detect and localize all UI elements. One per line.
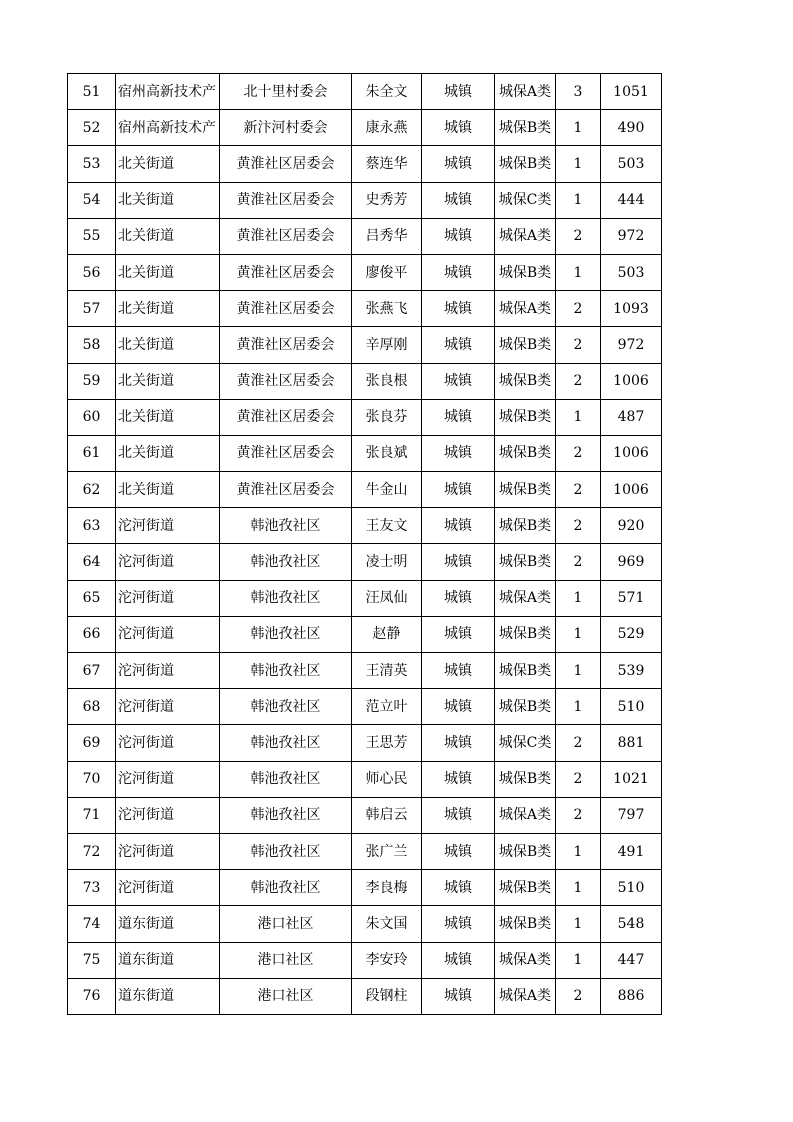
area-type-cell: 城镇 <box>422 110 495 146</box>
community-cell: 韩池孜社区 <box>220 833 352 869</box>
row-number-cell: 59 <box>68 363 116 399</box>
household-size-cell: 2 <box>556 472 601 508</box>
table-row <box>68 399 662 435</box>
insurance-category-cell: 城保B类 <box>495 761 556 797</box>
household-size-cell: 2 <box>556 761 601 797</box>
household-size-cell: 2 <box>556 218 601 254</box>
row-number-cell: 61 <box>68 435 116 471</box>
area-type-cell: 城镇 <box>422 399 495 435</box>
name-cell: 史秀芳 <box>352 182 422 218</box>
row-number-cell: 67 <box>68 653 116 689</box>
amount-cell: 503 <box>601 146 662 182</box>
household-size-cell: 2 <box>556 544 601 580</box>
street-cell: 宿州高新技术产 <box>116 110 220 146</box>
insurance-category-cell: 城保B类 <box>495 110 556 146</box>
row-number-cell: 63 <box>68 508 116 544</box>
amount-cell: 972 <box>601 218 662 254</box>
table-row <box>68 870 662 906</box>
amount-cell: 487 <box>601 399 662 435</box>
table-row <box>68 906 662 942</box>
household-size-cell: 1 <box>556 833 601 869</box>
community-cell: 韩池孜社区 <box>220 761 352 797</box>
table-row <box>68 74 662 110</box>
name-cell: 朱文国 <box>352 906 422 942</box>
insurance-category-cell: 城保A类 <box>495 291 556 327</box>
street-cell: 沱河街道 <box>116 616 220 652</box>
community-cell: 黄淮社区居委会 <box>220 472 352 508</box>
insurance-category-cell: 城保B类 <box>495 653 556 689</box>
street-cell: 北关街道 <box>116 435 220 471</box>
amount-cell: 539 <box>601 653 662 689</box>
area-type-cell: 城镇 <box>422 291 495 327</box>
row-number-cell: 75 <box>68 942 116 978</box>
street-cell: 北关街道 <box>116 146 220 182</box>
insurance-category-cell: 城保B类 <box>495 435 556 471</box>
name-cell: 康永燕 <box>352 110 422 146</box>
row-number-cell: 65 <box>68 580 116 616</box>
community-cell: 港口社区 <box>220 942 352 978</box>
amount-cell: 969 <box>601 544 662 580</box>
community-cell: 韩池孜社区 <box>220 725 352 761</box>
amount-cell: 1006 <box>601 435 662 471</box>
area-type-cell: 城镇 <box>422 146 495 182</box>
community-cell: 韩池孜社区 <box>220 870 352 906</box>
community-cell: 黄淮社区居委会 <box>220 363 352 399</box>
name-cell: 段钢柱 <box>352 978 422 1014</box>
table-row <box>68 580 662 616</box>
insurance-category-cell: 城保A类 <box>495 942 556 978</box>
amount-cell: 972 <box>601 327 662 363</box>
row-number-cell: 64 <box>68 544 116 580</box>
table-row <box>68 833 662 869</box>
area-type-cell: 城镇 <box>422 797 495 833</box>
street-cell: 宿州高新技术产 <box>116 74 220 110</box>
name-cell: 廖俊平 <box>352 254 422 290</box>
street-cell: 沱河街道 <box>116 544 220 580</box>
row-number-cell: 66 <box>68 616 116 652</box>
amount-cell: 920 <box>601 508 662 544</box>
household-size-cell: 2 <box>556 291 601 327</box>
table-row <box>68 653 662 689</box>
table-row <box>68 110 662 146</box>
insurance-category-cell: 城保A类 <box>495 978 556 1014</box>
street-cell: 北关街道 <box>116 363 220 399</box>
street-cell: 沱河街道 <box>116 833 220 869</box>
amount-cell: 510 <box>601 870 662 906</box>
row-number-cell: 58 <box>68 327 116 363</box>
name-cell: 师心民 <box>352 761 422 797</box>
household-size-cell: 1 <box>556 616 601 652</box>
household-size-cell: 1 <box>556 870 601 906</box>
area-type-cell: 城镇 <box>422 218 495 254</box>
household-size-cell: 1 <box>556 906 601 942</box>
name-cell: 张良斌 <box>352 435 422 471</box>
table-body <box>68 74 662 1015</box>
table-row <box>68 942 662 978</box>
name-cell: 朱全文 <box>352 74 422 110</box>
street-cell: 北关街道 <box>116 472 220 508</box>
street-cell: 沱河街道 <box>116 689 220 725</box>
insurance-category-cell: 城保B类 <box>495 544 556 580</box>
insurance-category-cell: 城保B类 <box>495 689 556 725</box>
area-type-cell: 城镇 <box>422 472 495 508</box>
insurance-category-cell: 城保A类 <box>495 797 556 833</box>
community-cell: 黄淮社区居委会 <box>220 146 352 182</box>
row-number-cell: 55 <box>68 218 116 254</box>
name-cell: 凌士明 <box>352 544 422 580</box>
insurance-category-cell: 城保B类 <box>495 616 556 652</box>
area-type-cell: 城镇 <box>422 508 495 544</box>
table-row <box>68 363 662 399</box>
table-row <box>68 689 662 725</box>
row-number-cell: 53 <box>68 146 116 182</box>
household-size-cell: 1 <box>556 689 601 725</box>
name-cell: 李良梅 <box>352 870 422 906</box>
amount-cell: 1051 <box>601 74 662 110</box>
community-cell: 港口社区 <box>220 906 352 942</box>
amount-cell: 491 <box>601 833 662 869</box>
insurance-category-cell: 城保B类 <box>495 870 556 906</box>
street-cell: 沱河街道 <box>116 761 220 797</box>
row-number-cell: 74 <box>68 906 116 942</box>
amount-cell: 503 <box>601 254 662 290</box>
household-size-cell: 1 <box>556 254 601 290</box>
area-type-cell: 城镇 <box>422 580 495 616</box>
row-number-cell: 57 <box>68 291 116 327</box>
table-row <box>68 508 662 544</box>
name-cell: 赵静 <box>352 616 422 652</box>
area-type-cell: 城镇 <box>422 254 495 290</box>
table-row <box>68 761 662 797</box>
name-cell: 吕秀华 <box>352 218 422 254</box>
community-cell: 黄淮社区居委会 <box>220 327 352 363</box>
community-cell: 韩池孜社区 <box>220 616 352 652</box>
street-cell: 沱河街道 <box>116 580 220 616</box>
street-cell: 北关街道 <box>116 218 220 254</box>
area-type-cell: 城镇 <box>422 978 495 1014</box>
area-type-cell: 城镇 <box>422 544 495 580</box>
amount-cell: 444 <box>601 182 662 218</box>
table-row <box>68 291 662 327</box>
household-size-cell: 2 <box>556 363 601 399</box>
area-type-cell: 城镇 <box>422 435 495 471</box>
insurance-category-cell: 城保B类 <box>495 254 556 290</box>
insurance-category-cell: 城保B类 <box>495 146 556 182</box>
household-size-cell: 3 <box>556 74 601 110</box>
row-number-cell: 51 <box>68 74 116 110</box>
insurance-category-cell: 城保C类 <box>495 182 556 218</box>
row-number-cell: 52 <box>68 110 116 146</box>
street-cell: 北关街道 <box>116 182 220 218</box>
household-size-cell: 2 <box>556 435 601 471</box>
name-cell: 张良芬 <box>352 399 422 435</box>
area-type-cell: 城镇 <box>422 833 495 869</box>
row-number-cell: 72 <box>68 833 116 869</box>
community-cell: 黄淮社区居委会 <box>220 399 352 435</box>
insurance-category-cell: 城保B类 <box>495 906 556 942</box>
name-cell: 韩启云 <box>352 797 422 833</box>
community-cell: 韩池孜社区 <box>220 508 352 544</box>
insurance-category-cell: 城保B类 <box>495 833 556 869</box>
area-type-cell: 城镇 <box>422 653 495 689</box>
table-row <box>68 182 662 218</box>
area-type-cell: 城镇 <box>422 761 495 797</box>
street-cell: 北关街道 <box>116 399 220 435</box>
household-size-cell: 1 <box>556 146 601 182</box>
street-cell: 沱河街道 <box>116 797 220 833</box>
amount-cell: 1093 <box>601 291 662 327</box>
household-size-cell: 1 <box>556 653 601 689</box>
community-cell: 黄淮社区居委会 <box>220 218 352 254</box>
amount-cell: 447 <box>601 942 662 978</box>
name-cell: 王思芳 <box>352 725 422 761</box>
name-cell: 汪凤仙 <box>352 580 422 616</box>
insurance-category-cell: 城保B类 <box>495 508 556 544</box>
amount-cell: 510 <box>601 689 662 725</box>
table-row <box>68 725 662 761</box>
street-cell: 沱河街道 <box>116 725 220 761</box>
insurance-category-cell: 城保A类 <box>495 218 556 254</box>
street-cell: 沱河街道 <box>116 653 220 689</box>
row-number-cell: 68 <box>68 689 116 725</box>
street-cell: 沱河街道 <box>116 870 220 906</box>
insurance-category-cell: 城保A类 <box>495 580 556 616</box>
household-size-cell: 2 <box>556 978 601 1014</box>
community-cell: 黄淮社区居委会 <box>220 182 352 218</box>
row-number-cell: 70 <box>68 761 116 797</box>
insurance-category-cell: 城保C类 <box>495 725 556 761</box>
amount-cell: 548 <box>601 906 662 942</box>
table-row <box>68 435 662 471</box>
area-type-cell: 城镇 <box>422 74 495 110</box>
household-size-cell: 1 <box>556 942 601 978</box>
community-cell: 北十里村委会 <box>220 74 352 110</box>
household-size-cell: 2 <box>556 508 601 544</box>
row-number-cell: 76 <box>68 978 116 1014</box>
name-cell: 张广兰 <box>352 833 422 869</box>
area-type-cell: 城镇 <box>422 725 495 761</box>
household-size-cell: 2 <box>556 725 601 761</box>
name-cell: 张良根 <box>352 363 422 399</box>
row-number-cell: 60 <box>68 399 116 435</box>
amount-cell: 881 <box>601 725 662 761</box>
area-type-cell: 城镇 <box>422 182 495 218</box>
row-number-cell: 62 <box>68 472 116 508</box>
amount-cell: 886 <box>601 978 662 1014</box>
table-row <box>68 254 662 290</box>
community-cell: 韩池孜社区 <box>220 580 352 616</box>
name-cell: 范立叶 <box>352 689 422 725</box>
street-cell: 沱河街道 <box>116 508 220 544</box>
area-type-cell: 城镇 <box>422 327 495 363</box>
amount-cell: 1006 <box>601 363 662 399</box>
community-cell: 韩池孜社区 <box>220 653 352 689</box>
insurance-category-cell: 城保A类 <box>495 74 556 110</box>
area-type-cell: 城镇 <box>422 870 495 906</box>
name-cell: 张燕飞 <box>352 291 422 327</box>
street-cell: 北关街道 <box>116 254 220 290</box>
community-cell: 黄淮社区居委会 <box>220 435 352 471</box>
community-cell: 韩池孜社区 <box>220 797 352 833</box>
area-type-cell: 城镇 <box>422 616 495 652</box>
community-cell: 黄淮社区居委会 <box>220 254 352 290</box>
street-cell: 道东街道 <box>116 906 220 942</box>
amount-cell: 571 <box>601 580 662 616</box>
community-cell: 港口社区 <box>220 978 352 1014</box>
row-number-cell: 71 <box>68 797 116 833</box>
street-cell: 北关街道 <box>116 291 220 327</box>
amount-cell: 797 <box>601 797 662 833</box>
table-row <box>68 218 662 254</box>
area-type-cell: 城镇 <box>422 906 495 942</box>
insurance-category-cell: 城保B类 <box>495 363 556 399</box>
table-row <box>68 616 662 652</box>
community-cell: 黄淮社区居委会 <box>220 291 352 327</box>
table-row <box>68 978 662 1014</box>
name-cell: 蔡连华 <box>352 146 422 182</box>
household-size-cell: 1 <box>556 399 601 435</box>
amount-cell: 1021 <box>601 761 662 797</box>
insurance-category-cell: 城保B类 <box>495 399 556 435</box>
row-number-cell: 54 <box>68 182 116 218</box>
street-cell: 道东街道 <box>116 978 220 1014</box>
table-row <box>68 327 662 363</box>
street-cell: 北关街道 <box>116 327 220 363</box>
community-cell: 韩池孜社区 <box>220 544 352 580</box>
household-size-cell: 1 <box>556 182 601 218</box>
area-type-cell: 城镇 <box>422 689 495 725</box>
household-size-cell: 1 <box>556 110 601 146</box>
name-cell: 辛厚刚 <box>352 327 422 363</box>
data-table <box>67 73 662 1015</box>
household-size-cell: 2 <box>556 327 601 363</box>
amount-cell: 490 <box>601 110 662 146</box>
name-cell: 王清英 <box>352 653 422 689</box>
row-number-cell: 56 <box>68 254 116 290</box>
area-type-cell: 城镇 <box>422 363 495 399</box>
row-number-cell: 73 <box>68 870 116 906</box>
area-type-cell: 城镇 <box>422 942 495 978</box>
table-row <box>68 544 662 580</box>
table-row <box>68 146 662 182</box>
community-cell: 新汴河村委会 <box>220 110 352 146</box>
household-size-cell: 2 <box>556 797 601 833</box>
street-cell: 道东街道 <box>116 942 220 978</box>
table-row <box>68 472 662 508</box>
name-cell: 李安玲 <box>352 942 422 978</box>
table-row <box>68 797 662 833</box>
amount-cell: 1006 <box>601 472 662 508</box>
name-cell: 王友文 <box>352 508 422 544</box>
insurance-category-cell: 城保B类 <box>495 472 556 508</box>
insurance-category-cell: 城保B类 <box>495 327 556 363</box>
row-number-cell: 69 <box>68 725 116 761</box>
household-size-cell: 1 <box>556 580 601 616</box>
community-cell: 韩池孜社区 <box>220 689 352 725</box>
name-cell: 牛金山 <box>352 472 422 508</box>
amount-cell: 529 <box>601 616 662 652</box>
